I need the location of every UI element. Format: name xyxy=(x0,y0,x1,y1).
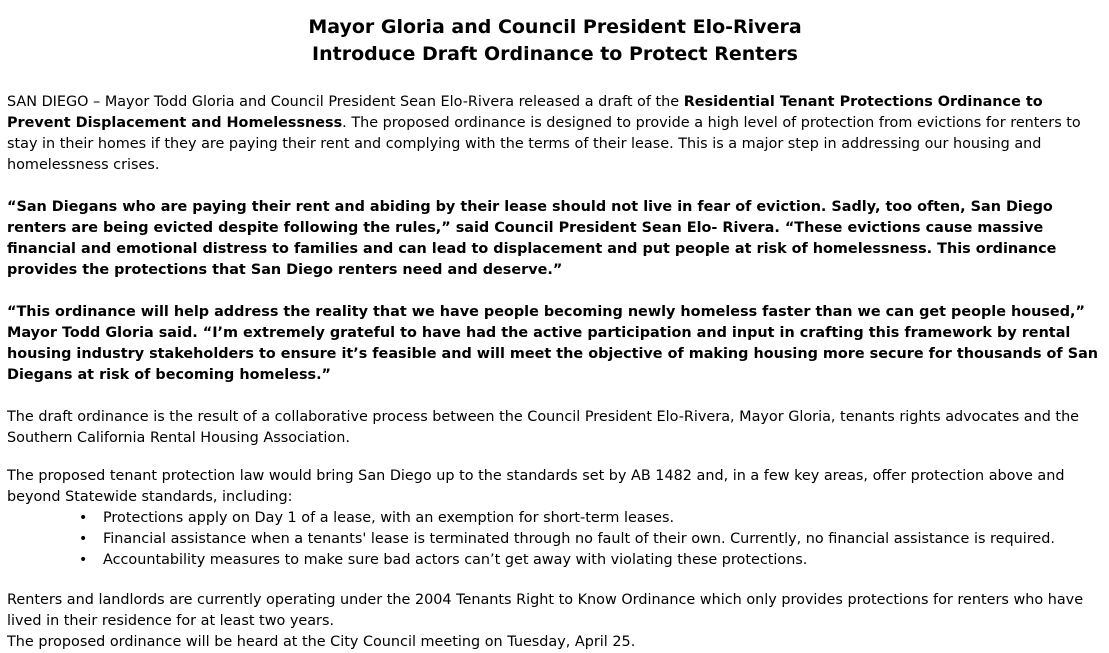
list-item xyxy=(7,529,1103,550)
headline-line-2: Introduce Draft Ordinance to Protect Renters xyxy=(312,43,798,65)
headline-line-1: Mayor Gloria and Council President Elo-Rivera xyxy=(308,16,802,38)
bullet-icon: • xyxy=(79,510,88,526)
quote-elo-rivera: “San Diegans who are paying their rent and abiding by their lease should not live in fear of eviction. Sadly, too often, San Diego renters are being evicted despite following the rules,” said Council President Sean Elo- Rivera. “These evictions cause massive financial and emotional distress to families and can lead to displacement and put people at risk of homelessness. This ordinance provides the protections that San Diego renters need and deserve.” xyxy=(7,199,1057,278)
protections-list xyxy=(7,508,1103,571)
list-item-text: Financial assistance when a tenants' lease is terminated through no fault of their own. Currently, no financial assistance is required. xyxy=(103,531,1055,547)
intro-paragraph xyxy=(7,92,1103,176)
list-item xyxy=(7,550,1103,571)
standards-intro: The proposed tenant protection law would bring San Diego up to the standards set by AB 1482 and, in a few key areas, offer protection above and beyond Statewide standards, including: xyxy=(7,468,1065,505)
bullet-icon: • xyxy=(79,552,88,568)
current-law-paragraph: Renters and landlords are currently operating under the 2004 Tenants Right to Know Ordinance which only provides protections for renters who have lived in their residence for at least two years. xyxy=(7,592,1084,629)
list-item-text: Accountability measures to make sure bad actors can’t get away with violating these protections. xyxy=(103,552,808,568)
process-paragraph: The draft ordinance is the result of a collaborative process between the Council President Elo-Rivera, Mayor Gloria, tenants rights advocates and the Southern California Rental Housing Association. xyxy=(7,409,1080,446)
list-item xyxy=(7,508,1103,529)
bullet-icon: • xyxy=(79,531,88,547)
intro-rest: . The proposed ordinance is designed to provide a high level of protection from evictions for renters to stay in their homes if they are paying their rent and complying with the terms of their lease. This is a major step in addressing our housing and homelessness crises. xyxy=(7,115,1081,173)
headline xyxy=(7,14,1103,68)
list-item-text: Protections apply on Day 1 of a lease, with an exemption for short-term leases. xyxy=(103,510,675,526)
quote-gloria: “This ordinance will help address the reality that we have people becoming newly homeless faster than we can get people housed,” Mayor Todd Gloria said. “I’m extremely grateful to have had the active participation and input in crafting this framework by rental housing industry stakeholders to ensure it’s feasible and will meet the objective of making housing more secure for thousands of San Diegans at risk of becoming homeless.” xyxy=(7,304,1099,383)
intro-lead: SAN DIEGO – Mayor Todd Gloria and Council President Sean Elo-Rivera released a draft of the xyxy=(7,94,684,110)
ordinance-name: Residential Tenant Protections Ordinance to Prevent Displacement and Homelessness xyxy=(7,94,1043,131)
hearing-paragraph: The proposed ordinance will be heard at the City Council meeting on Tuesday, April 25. xyxy=(7,634,636,650)
